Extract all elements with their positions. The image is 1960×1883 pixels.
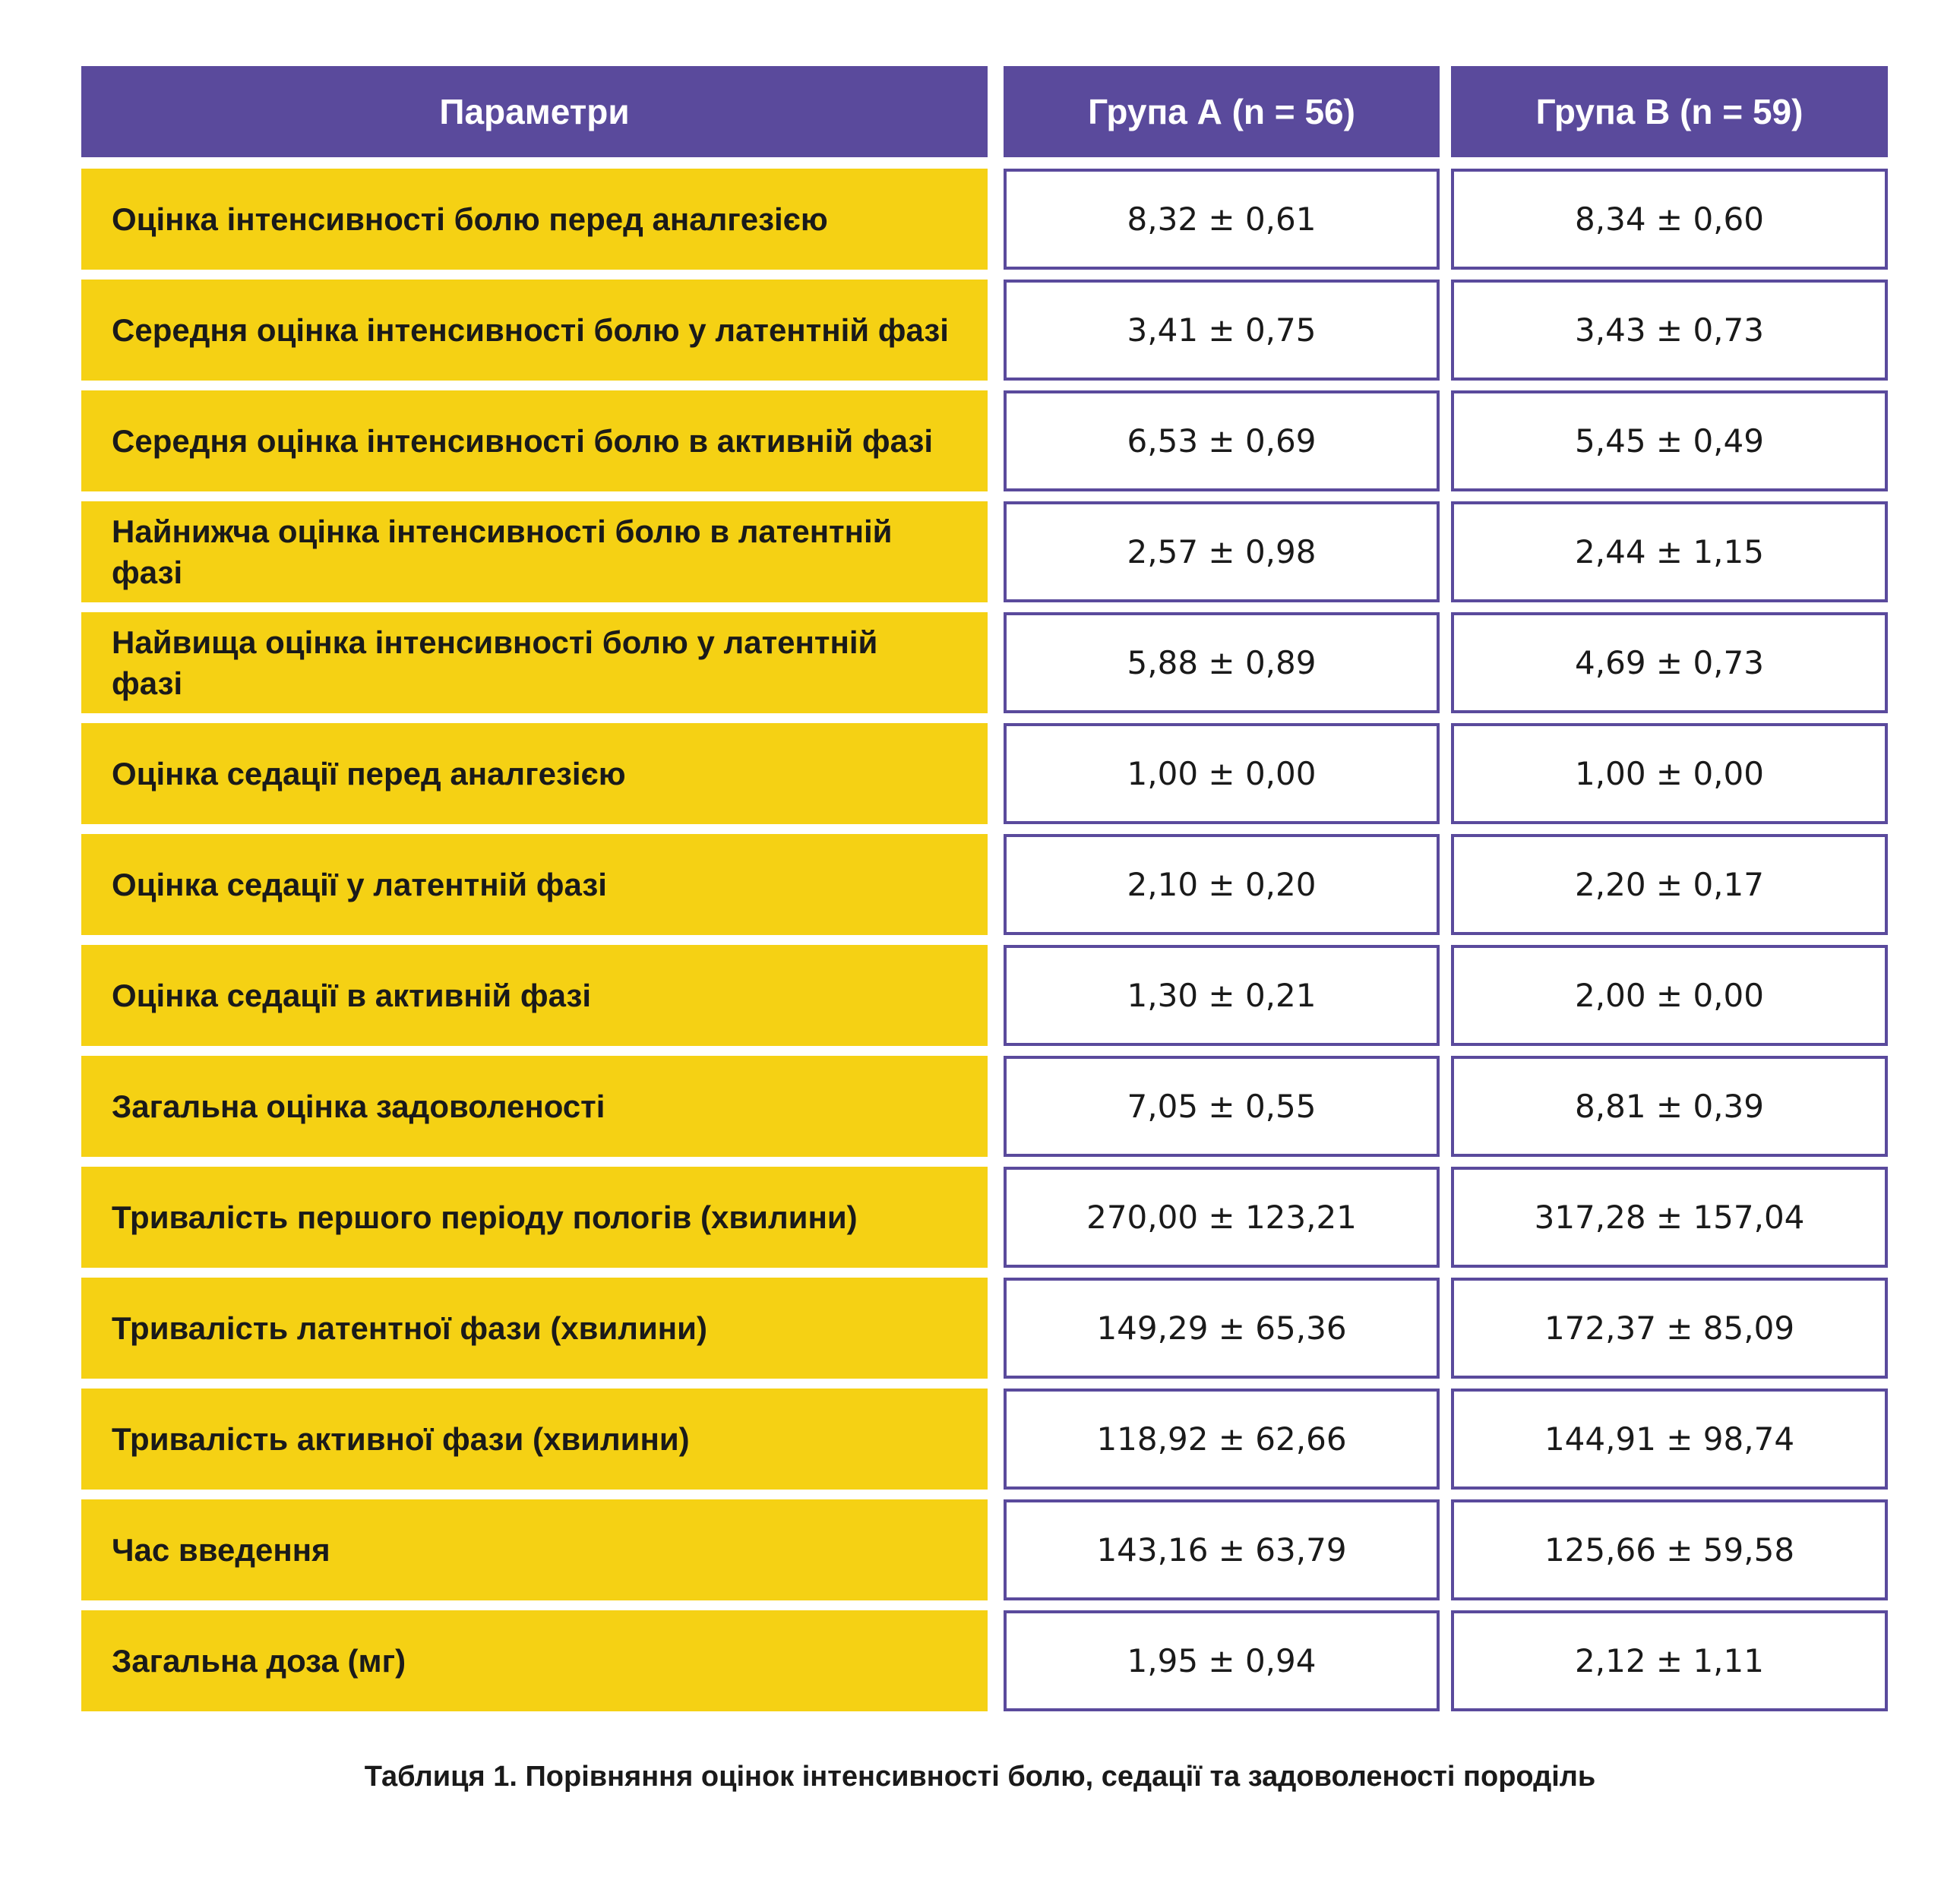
- group-a-value: 5,88 ± 0,89: [1004, 612, 1440, 713]
- group-b-value: 4,69 ± 0,73: [1451, 612, 1888, 713]
- group-b-value: 5,45 ± 0,49: [1451, 390, 1888, 491]
- group-a-value: 149,29 ± 65,36: [1004, 1278, 1440, 1379]
- parameter-cell: Середня оцінка інтенсивності болю у латентній фазі: [81, 280, 988, 381]
- group-b-value: 2,20 ± 0,17: [1451, 834, 1888, 935]
- group-a-value: 1,30 ± 0,21: [1004, 945, 1440, 1046]
- group-a-value: 7,05 ± 0,55: [1004, 1056, 1440, 1157]
- table-row: [81, 501, 1888, 602]
- group-b-value: 125,66 ± 59,58: [1451, 1499, 1888, 1600]
- group-a-value: 2,57 ± 0,98: [1004, 501, 1440, 602]
- group-b-value: 8,34 ± 0,60: [1451, 169, 1888, 270]
- parameter-cell: Оцінка седації в активній фазі: [81, 945, 988, 1046]
- table-row: [81, 1610, 1888, 1711]
- header-group-b: Група В (n = 59): [1451, 66, 1888, 157]
- group-b-value: 144,91 ± 98,74: [1451, 1389, 1888, 1490]
- parameter-cell: Найнижча оцінка інтенсивності болю в латентній фазі: [81, 501, 988, 602]
- parameter-cell: Оцінка седації у латентній фазі: [81, 834, 988, 935]
- group-b-value: 8,81 ± 0,39: [1451, 1056, 1888, 1157]
- table-row: [81, 612, 1888, 713]
- table-caption: Таблиця 1. Порівняння оцінок інтенсивності болю, седації та задоволеності породіль: [364, 1761, 1596, 1793]
- parameter-cell: Тривалість латентної фази (хвилини): [81, 1278, 988, 1379]
- group-b-value: 317,28 ± 157,04: [1451, 1167, 1888, 1268]
- parameter-cell: Найвища оцінка інтенсивності болю у латентній фазі: [81, 612, 988, 713]
- group-a-value: 6,53 ± 0,69: [1004, 390, 1440, 491]
- group-a-value: 3,41 ± 0,75: [1004, 280, 1440, 381]
- table-row: [81, 169, 1888, 270]
- parameter-cell: Загальна оцінка задоволеності: [81, 1056, 988, 1157]
- table-row: [81, 1278, 1888, 1379]
- group-b-value: 2,44 ± 1,15: [1451, 501, 1888, 602]
- header-group-a: Група А (n = 56): [1004, 66, 1440, 157]
- table-row: [81, 945, 1888, 1046]
- table-row: [81, 1499, 1888, 1600]
- table-row: [81, 1389, 1888, 1490]
- group-b-value: 172,37 ± 85,09: [1451, 1278, 1888, 1379]
- parameter-cell: Загальна доза (мг): [81, 1610, 988, 1711]
- parameter-cell: Оцінка седації перед аналгезією: [81, 723, 988, 824]
- group-b-value: 3,43 ± 0,73: [1451, 280, 1888, 381]
- table-row: [81, 1056, 1888, 1157]
- parameter-cell: Час введення: [81, 1499, 988, 1600]
- group-a-value: 1,95 ± 0,94: [1004, 1610, 1440, 1711]
- group-b-value: 2,12 ± 1,11: [1451, 1610, 1888, 1711]
- table-row: [81, 280, 1888, 381]
- group-a-value: 1,00 ± 0,00: [1004, 723, 1440, 824]
- parameter-cell: Тривалість першого періоду пологів (хвилини): [81, 1167, 988, 1268]
- header-parameters: Параметри: [81, 66, 988, 157]
- parameter-cell: Оцінка інтенсивності болю перед аналгезією: [81, 169, 988, 270]
- group-b-value: 2,00 ± 0,00: [1451, 945, 1888, 1046]
- table-row: [81, 390, 1888, 491]
- group-b-value: 1,00 ± 0,00: [1451, 723, 1888, 824]
- parameter-cell: Тривалість активної фази (хвилини): [81, 1389, 988, 1490]
- table-row: [81, 723, 1888, 824]
- group-a-value: 2,10 ± 0,20: [1004, 834, 1440, 935]
- group-a-value: 270,00 ± 123,21: [1004, 1167, 1440, 1268]
- group-a-value: 143,16 ± 63,79: [1004, 1499, 1440, 1600]
- group-a-value: 118,92 ± 62,66: [1004, 1389, 1440, 1490]
- group-a-value: 8,32 ± 0,61: [1004, 169, 1440, 270]
- table-row: [81, 834, 1888, 935]
- parameter-cell: Середня оцінка інтенсивності болю в активній фазі: [81, 390, 988, 491]
- table-row: [81, 1167, 1888, 1268]
